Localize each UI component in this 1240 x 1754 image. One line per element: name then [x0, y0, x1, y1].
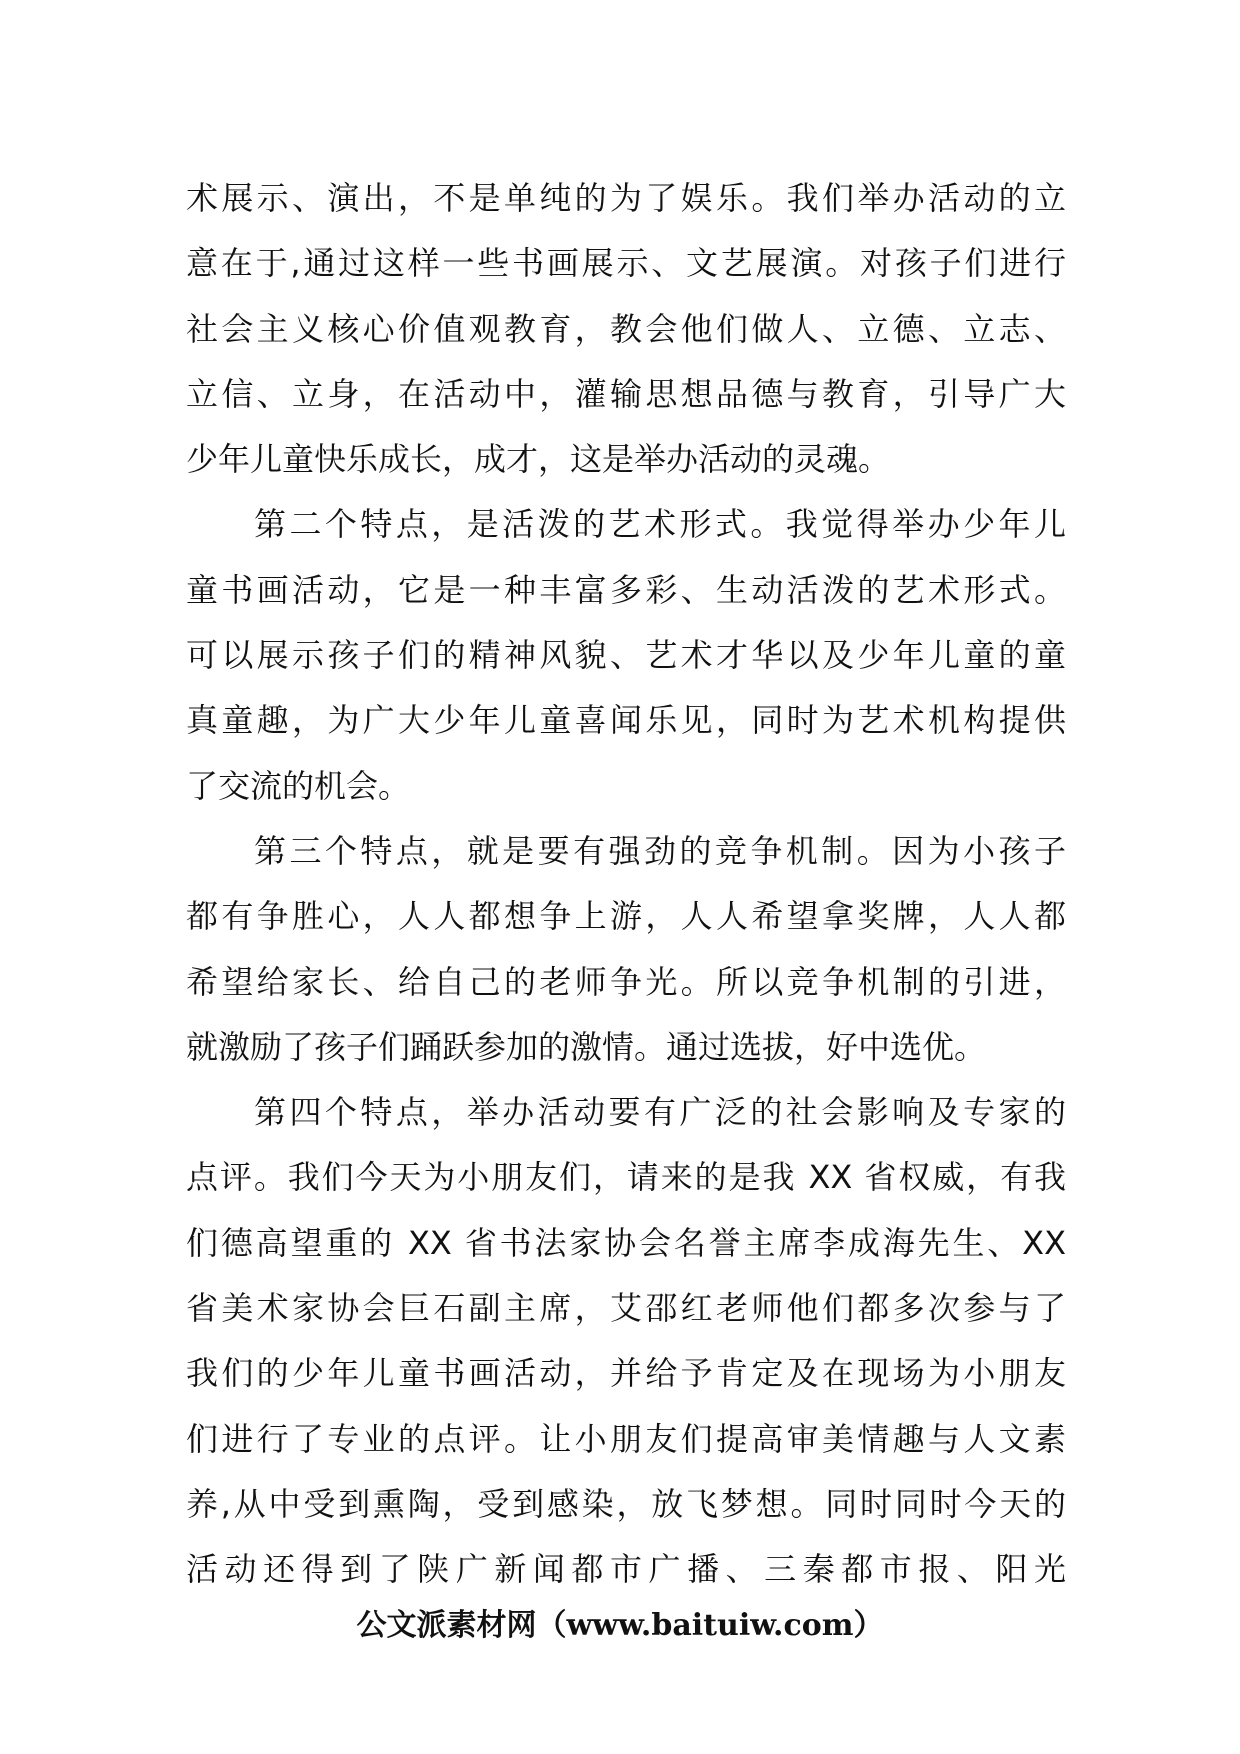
text-line: 养,从中受到熏陶，受到感染，放飞梦想。同时同时今天的 [186, 1484, 1066, 1523]
text-line: 都有争胜心，人人都想争上游，人人希望拿奖牌，人人都 [186, 897, 1066, 936]
document-body [186, 166, 1066, 1603]
text-line: 意在于,通过这样一些书画展示、文艺展演。对孩子们进行 [186, 244, 1066, 283]
text-line: 可以展示孩子们的精神风貌、艺术才华以及少年儿童的童 [186, 636, 1066, 675]
text-line: 我们的少年儿童书画活动，并给予肯定及在现场为小朋友 [186, 1354, 1066, 1393]
text-line: 们德高望重的 XX 省书法家协会名誉主席李成海先生、XX [186, 1223, 1066, 1262]
text-line: 童书画活动，它是一种丰富多彩、生动活泼的艺术形式。 [186, 570, 1066, 609]
text-line: 们进行了专业的点评。让小朋友们提高审美情趣与人文素 [186, 1419, 1066, 1458]
text-line: 省美术家协会巨石副主席，艾邵红老师他们都多次参与了 [186, 1289, 1066, 1328]
text-line: 少年儿童快乐成长，成才，这是举办活动的灵魂。 [186, 440, 891, 479]
text-line: 社会主义核心价值观教育，教会他们做人、立德、立志、 [186, 309, 1066, 348]
page-footer: 公文派素材网（www.baituiw.com） [356, 1608, 884, 1643]
text-line: 真童趣，为广大少年儿童喜闻乐见，同时为艺术机构提供 [186, 701, 1066, 740]
text-line: 了交流的机会。 [186, 766, 411, 805]
paragraph-first-line: 第四个特点，举办活动要有广泛的社会影响及专家的 [254, 1093, 1066, 1132]
text-line: 点评。我们今天为小朋友们，请来的是我 XX 省权威，有我 [186, 1158, 1066, 1197]
paragraph-first-line: 第三个特点，就是要有强劲的竞争机制。因为小孩子 [254, 831, 1066, 870]
text-line: 活动还得到了陕广新闻都市广播、三秦都市报、阳光 [186, 1550, 1066, 1589]
text-line: 就激励了孩子们踊跃参加的激情。通过选拔，好中选优。 [186, 1027, 987, 1066]
paragraph-first-line: 第二个特点，是活泼的艺术形式。我觉得举办少年儿 [254, 505, 1066, 544]
text-line: 希望给家长、给自己的老师争光。所以竞争机制的引进， [186, 962, 1066, 1001]
text-line: 立信、立身，在活动中，灌输思想品德与教育，引导广大 [186, 374, 1066, 413]
text-line: 术展示、演出，不是单纯的为了娱乐。我们举办活动的立 [186, 179, 1066, 217]
